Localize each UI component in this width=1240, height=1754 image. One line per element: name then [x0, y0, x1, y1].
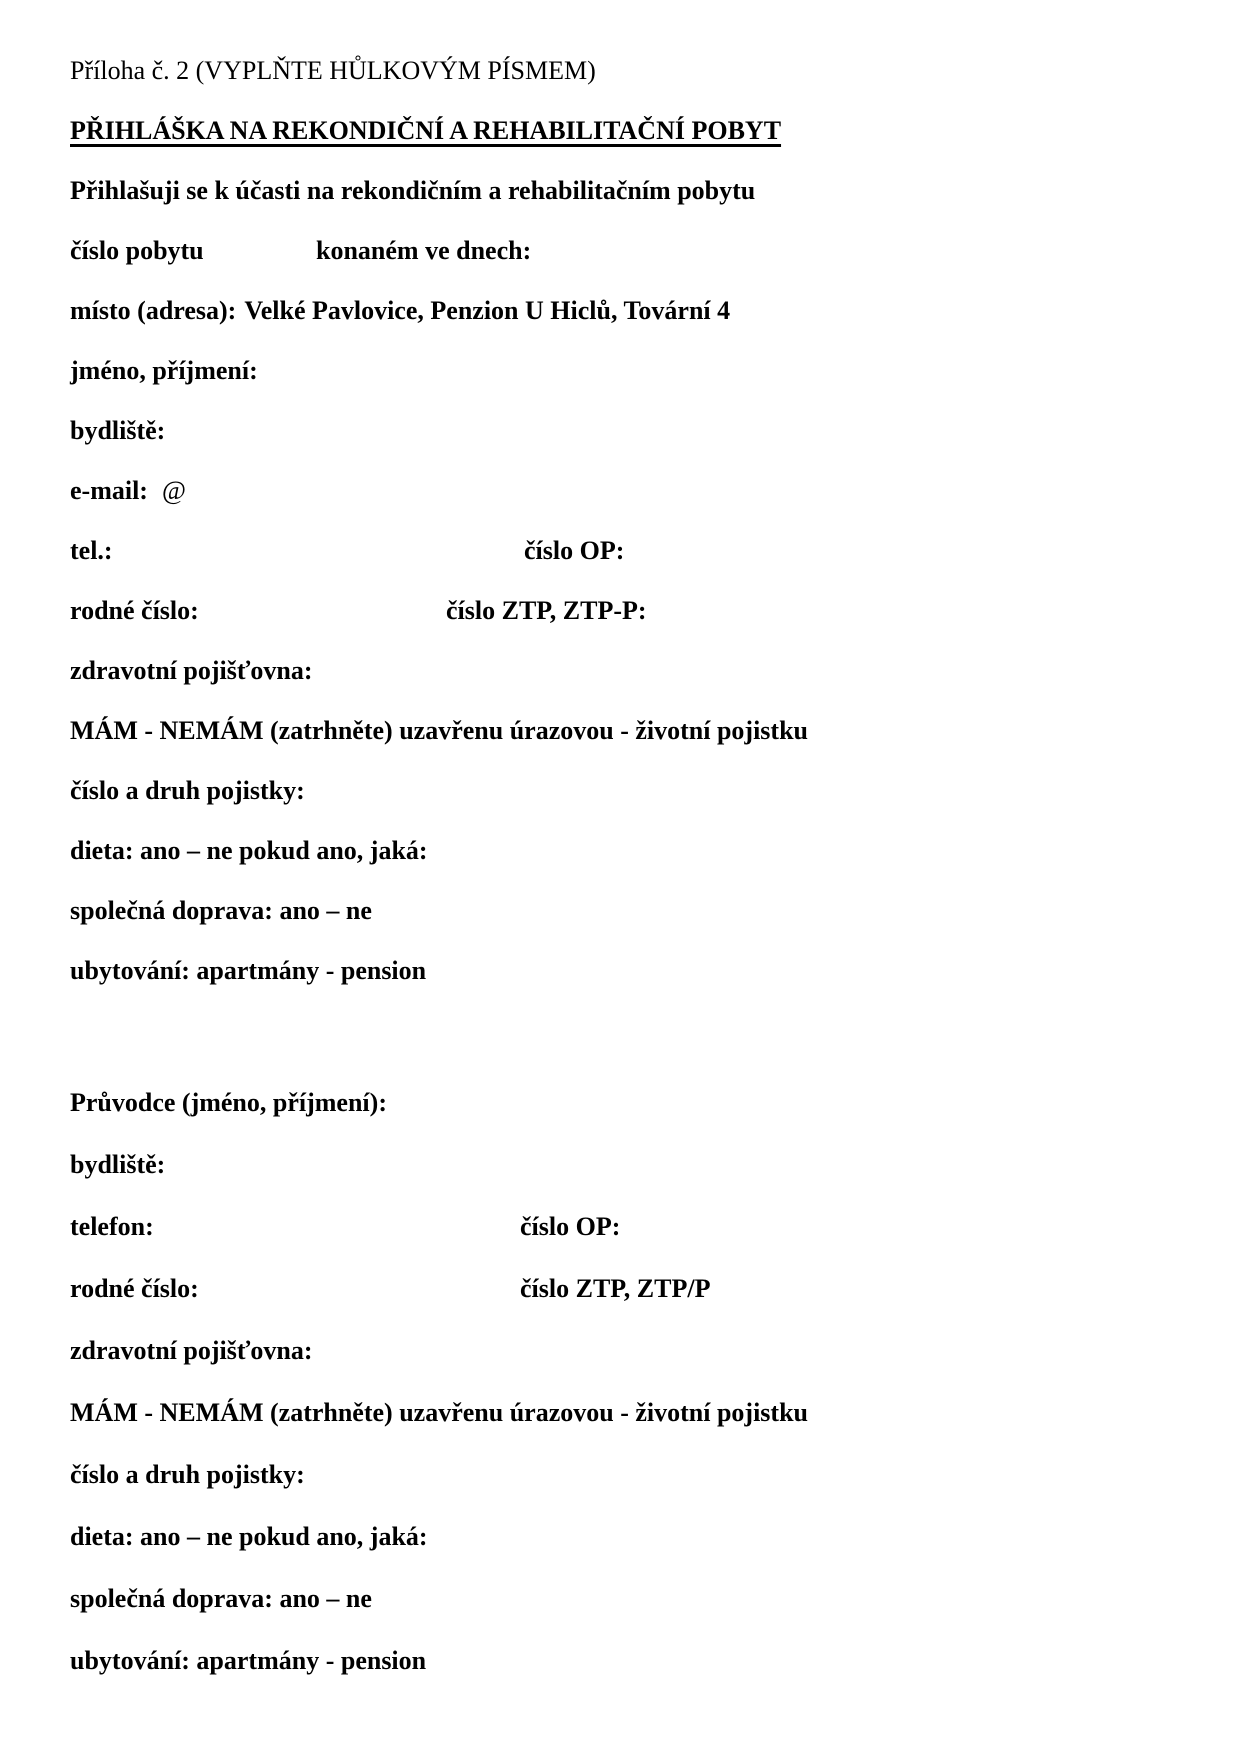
diet-text: dieta: ano – ne pokud ano, jaká:: [70, 836, 428, 865]
policy-label: číslo a druh pojistky:: [70, 776, 305, 805]
companion-birth-number-label: rodné číslo:: [70, 1274, 199, 1303]
intro-text: Přihlašuji se k účasti na rekondičním a rehabilitačním pobytu: [70, 176, 756, 205]
row-accommodation: [70, 958, 1220, 984]
row-stay-number: [70, 238, 1220, 264]
row-place: [70, 298, 1220, 324]
companion-row-address: [70, 1152, 1220, 1178]
companion-row-diet: [70, 1524, 1220, 1550]
companion-row-transport: [70, 1586, 1220, 1612]
companion-heading-text: Průvodce (jméno, příjmení):: [70, 1088, 387, 1117]
insurance-have-text: MÁM - NEMÁM (zatrhněte) uzavřenu úrazovou - životní pojistku: [70, 716, 809, 745]
address-label: bydliště:: [70, 416, 166, 445]
transport-text: společná doprava: ano – ne: [70, 896, 372, 925]
row-insurance-company: [70, 658, 1220, 684]
phone-label: tel.:: [70, 536, 113, 565]
row-email: [70, 478, 1220, 504]
companion-row-phone-idcard: [70, 1214, 1220, 1240]
ztp-label: číslo ZTP, ZTP-P:: [446, 596, 647, 625]
companion-diet-text: dieta: ano – ne pokud ano, jaká:: [70, 1522, 428, 1551]
companion-heading: [70, 1090, 1220, 1116]
row-diet: [70, 838, 1220, 864]
companion-row-birthnumber-ztp: [70, 1276, 1220, 1302]
row-policy: [70, 778, 1220, 804]
companion-policy-label: číslo a druh pojistky:: [70, 1460, 305, 1489]
name-label: jméno, příjmení:: [70, 356, 258, 385]
row-name: [70, 358, 1220, 384]
companion-phone-label: telefon:: [70, 1212, 154, 1241]
companion-accommodation-text: ubytování: apartmány - pension: [70, 1646, 427, 1675]
companion-row-insurance-have: [70, 1400, 1220, 1426]
attachment-note: [70, 58, 1220, 84]
companion-address-label: bydliště:: [70, 1150, 166, 1179]
accommodation-text: ubytování: apartmány - pension: [70, 956, 427, 985]
stay-number-label: číslo pobytu: [70, 236, 204, 265]
place-value: Velké Pavlovice, Penzion U Hiclů, Tovární 4: [244, 296, 731, 325]
row-phone-idcard: [70, 538, 1220, 564]
form-title-text: PŘIHLÁŠKA NA REKONDIČNÍ A REHABILITAČNÍ POBYT: [70, 116, 782, 145]
place-label: místo (adresa):: [70, 296, 237, 325]
id-card-label: číslo OP:: [524, 536, 625, 565]
attachment-note-text: Příloha č. 2 (VYPLŇTE HŮLKOVÝM PÍSMEM): [70, 56, 596, 85]
companion-row-policy: [70, 1462, 1220, 1488]
email-label: e-mail:: [70, 476, 148, 505]
companion-row-accommodation: [70, 1648, 1220, 1674]
intro-line: [70, 178, 1220, 204]
birth-number-label: rodné číslo:: [70, 596, 199, 625]
insurance-company-label: zdravotní pojišťovna:: [70, 656, 313, 685]
companion-insurance-have-text: MÁM - NEMÁM (zatrhněte) uzavřenu úrazovou - životní pojistku: [70, 1398, 809, 1427]
held-on-label: konaném ve dnech:: [316, 236, 532, 265]
row-address: [70, 418, 1220, 444]
companion-ztp-label: číslo ZTP, ZTP/P: [520, 1274, 711, 1303]
companion-transport-text: společná doprava: ano – ne: [70, 1584, 372, 1613]
companion-id-card-label: číslo OP:: [520, 1212, 621, 1241]
row-insurance-have: [70, 718, 1220, 744]
companion-insurance-company-label: zdravotní pojišťovna:: [70, 1336, 313, 1365]
row-birthnumber-ztp: [70, 598, 1220, 624]
row-transport: [70, 898, 1220, 924]
email-at-symbol: @: [161, 476, 186, 505]
form-title: [70, 118, 1220, 144]
companion-row-insurance-company: [70, 1338, 1220, 1364]
